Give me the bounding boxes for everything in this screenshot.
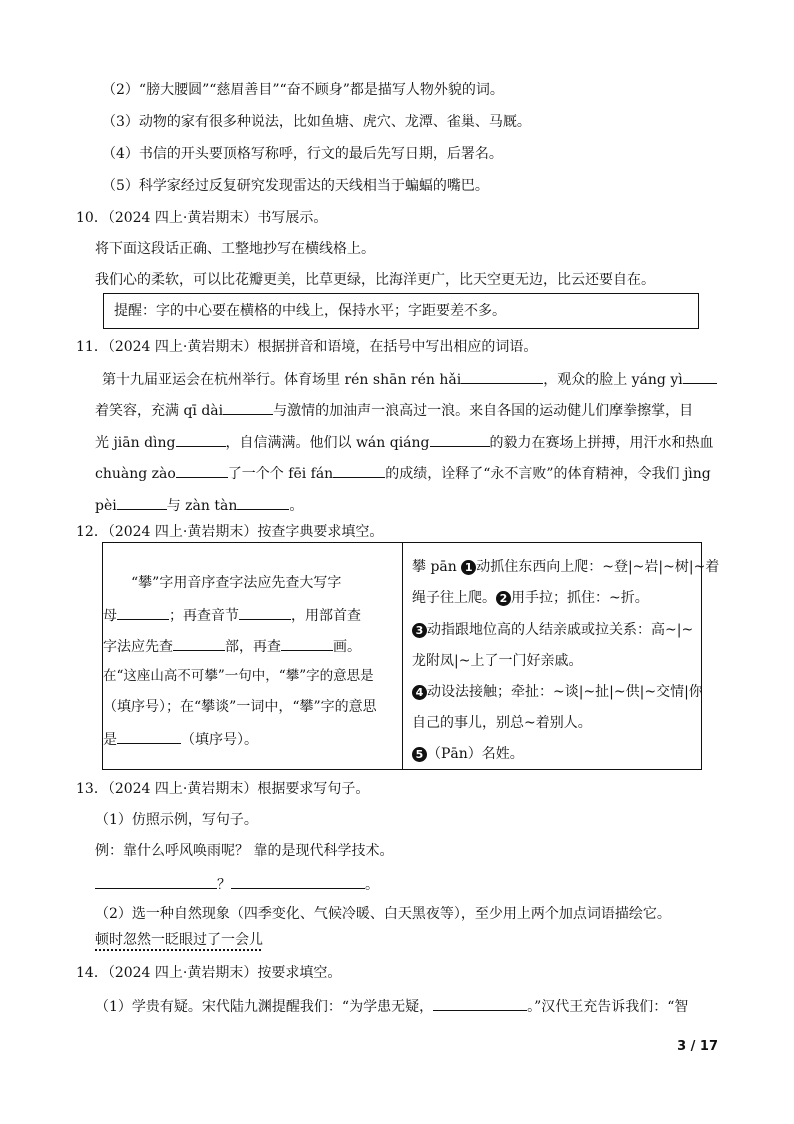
circled-number-4: 4 — [412, 685, 427, 700]
circled-number-2: 2 — [496, 591, 511, 606]
q11-line-1: 第十九届亚运会在杭州举行。体育场里 rén shān rén hǎi ，观众的脸上 yáng yì — [102, 368, 717, 390]
q12-def-line-1: 攀 pān 1 动抓住东西向上爬：~登|~岩|~树|~着 — [412, 559, 720, 575]
q12-left-line-6: 是 （填序号）。 — [103, 728, 258, 750]
answer-blank[interactable] — [237, 494, 289, 510]
answer-blank[interactable] — [95, 873, 217, 889]
q11-line-2: 着笑容，充满 qī dài 与激情的加油声一浪高过一浪。来自各国的运动健儿们摩拳擦掌，目 — [95, 399, 693, 421]
q13-sub-2: （2）选一种自然现象（四季变化、气候冷暖、白天黑夜等），至少用上两个加点词语描绘它。 — [95, 906, 671, 922]
q9-item-4: （4）书信的开头要顶格写称呼，行文的最后先写日期，后署名。 — [102, 146, 503, 162]
q10-tip-box — [103, 293, 699, 329]
q12-def-line-7: 5 （Pān）名姓。 — [412, 744, 524, 764]
q9-item-2: （2）“膀大腰圆”“慈眉善目”“奋不顾身”都是描写人物外貌的词。 — [102, 82, 504, 98]
answer-blank[interactable] — [176, 431, 226, 447]
page-number: 3 / 17 — [677, 1039, 718, 1054]
answer-blank[interactable] — [333, 462, 385, 478]
q12-def-line-6: 自己的事儿，别总~着别人。 — [412, 715, 592, 731]
circled-number-5: 5 — [412, 747, 427, 762]
q12-left-line-2: 母 ；再查音节 ，用部首查 — [103, 604, 361, 626]
circled-number-3: 3 — [412, 623, 427, 638]
q12-left-line-1: “攀”字用音序查字法应先查大写字 — [131, 575, 342, 591]
q10-header: 10．（2024 四上·黄岩期末）书写展示。 — [76, 210, 328, 226]
q11-line-5: pèi 与 zàn tàn 。 — [95, 494, 303, 516]
q12-def-line-4: 龙附凤|~上了一门好亲戚。 — [412, 653, 583, 669]
q13-example: 例：靠什么呼风唤雨呢？ 靠的是现代科学技术。 — [95, 843, 394, 859]
q14-header: 14．（2024 四上·黄岩期末）按要求填空。 — [76, 965, 342, 981]
answer-blank[interactable] — [461, 368, 543, 384]
answer-blank[interactable] — [231, 873, 365, 889]
answer-blank[interactable] — [223, 399, 273, 415]
q13-dotted-words: 顿时忽然一眨眼过了一会儿 — [95, 932, 263, 948]
q12-left-line-3: 字法应先查 部，再查 画。 — [103, 635, 361, 657]
answer-blank[interactable] — [430, 431, 490, 447]
answer-blank[interactable] — [433, 995, 527, 1011]
q13-answer-line: ？ 。 — [95, 873, 379, 895]
q10-tip: 提醒：字的中心要在横格的中线上，保持水平；字距要差不多。 — [114, 303, 506, 319]
q12-left-line-4: 在“这座山高不可攀”一句中，“攀”字的意思是 — [103, 668, 374, 684]
q11-header: 11．（2024 四上·黄岩期末）根据拼音和语境，在括号中写出相应的词语。 — [76, 339, 538, 355]
answer-blank[interactable] — [281, 635, 333, 651]
q12-left-line-5: （填序号）；在“攀谈”一词中，“攀”字的意思 — [103, 699, 377, 715]
q12-header: 12．（2024 四上·黄岩期末）按查字典要求填空。 — [76, 524, 384, 540]
q11-line-4: chuàng zào 了一个个 fēi fán 的成绩，诠释了“永不言败”的体育精神，令我们 jìng — [95, 462, 711, 484]
q12-def-line-5: 4 动设法接触；牵扯：~谈|~扯|~供|~交情|你 — [412, 682, 703, 702]
q10-passage: 我们心的柔软，可以比花瓣更美，比草更绿，比海洋更广，比天空更无边，比云还要自在。 — [95, 272, 655, 288]
q9-item-5: （5）科学家经过反复研究发现雷达的天线相当于蝙蝠的嘴巴。 — [102, 178, 489, 194]
q12-table — [102, 542, 720, 770]
table-divider — [402, 543, 403, 769]
q11-line-3: 光 jiān dìng ，自信满满。他们以 wán qiáng 的毅力在赛场上拼搏，用汗水和热血 — [95, 431, 714, 453]
answer-blank[interactable] — [239, 604, 291, 620]
q12-def-line-2: 绳子往上爬。 2 用手拉；抓住：~折。 — [412, 590, 649, 606]
answer-blank[interactable] — [117, 728, 181, 744]
q14-line-1: （1）学贵有疑。宋代陆九渊提醒我们：“为学患无疑， 。”汉代王充告诉我们：“智 — [95, 995, 688, 1017]
answer-blank[interactable] — [176, 462, 228, 478]
q10-instruction: 将下面这段话正确、工整地抄写在横线格上。 — [95, 241, 375, 257]
q9-item-3: （3）动物的家有很多种说法，比如鱼塘、虎穴、龙潭、雀巢、马厩。 — [102, 114, 531, 130]
answer-blank[interactable] — [117, 494, 167, 510]
answer-blank[interactable] — [117, 604, 169, 620]
q12-def-line-3: 3 动指跟地位高的人结亲戚或拉关系：高~|~ — [412, 620, 693, 640]
q13-header: 13．（2024 四上·黄岩期末）根据要求写句子。 — [76, 781, 370, 797]
answer-blank[interactable] — [173, 635, 225, 651]
answer-blank[interactable] — [683, 368, 717, 384]
circled-number-1: 1 — [461, 560, 476, 575]
q13-sub-1: （1）仿照示例，写句子。 — [95, 812, 258, 828]
